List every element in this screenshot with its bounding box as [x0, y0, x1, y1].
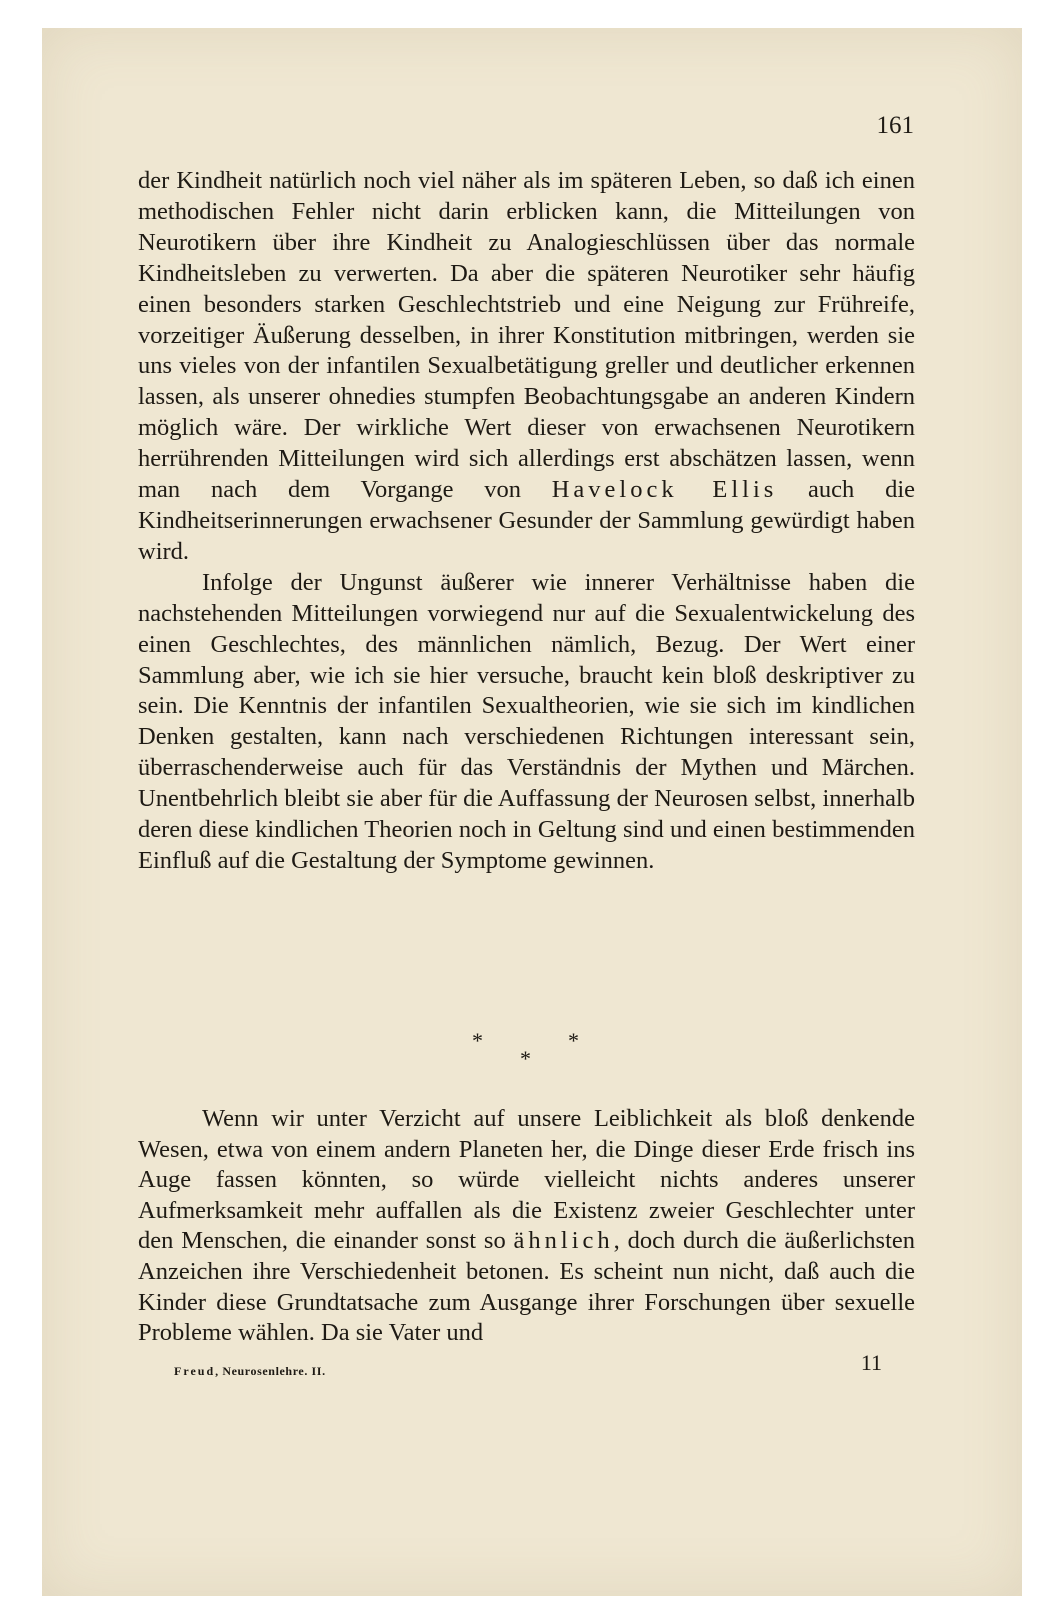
asterisk-bottom: *: [520, 1046, 531, 1071]
book-page: [42, 28, 1022, 1596]
asterisk-right: *: [568, 1028, 579, 1053]
paragraph-1-part-1: der Kindheit natürlich noch viel näher als im späteren Leben, so daß ich einen methodischen Fehler nicht darin erblicken kann, die Mitteilungen von Neurotikern über ihre Kindheit zu Analogieschlüssen über das normale Kindheitsleben zu verwerten. Da aber die späteren Neurotiker sehr häufig einen besonders starken Geschlechtstrieb und eine Neigung zur Frühreife, vorzeitiger Äußerung desselben, in ihrer Konstitution mitbringen, werden sie uns vieles von der infantilen Sexualbetätigung greller und deutlicher erkennen lassen, als unserer ohnedies stumpfen Beobachtungsgabe an anderen Kindern möglich wäre. Der wirkliche Wert dieser von erwachsenen Neurotikern herrührenden Mitteilungen wird sich allerdings erst abschätzen lassen, wenn man nach dem Vorgange von: [138, 167, 915, 504]
footer-source: [174, 1364, 326, 1379]
paragraph-3-part-3: , doch durch die äußerlichsten Anzeichen ihre Verschiedenheit betonen. Es scheint nun nicht, daß auch die Kinder diese Grundtatsache zum Ausgange ihrer Forschungen über sexuelle Probleme wählen. Da sie Vater und: [138, 1227, 915, 1347]
paragraph-2-text: Infolge der Ungunst äußerer wie innerer Verhältnisse haben die nachstehenden Mitteilungen vorwiegend nur auf die Sexualentwickelung des einen Geschlechtes, des männlichen nämlich, Bezug. Der Wert einer Sammlung aber, wie ich sie hier versuche, braucht kein bloß deskriptiver zu sein. Die Kenntnis der infantilen Sexualtheorien, wie sie sich im kindlichen Denken gestalten, kann nach verschiedenen Richtungen interessant sein, überraschenderweise auch für das Verständnis der Mythen und Märchen. Unentbehrlich bleibt sie aber für die Auffassung der Neurosen selbst, innerhalb deren diese kindlichen Theorien noch in Geltung sind und einen bestimmenden Einfluß auf die Gestaltung der Symptome gewinnen.: [138, 568, 915, 874]
asterisk-left: *: [472, 1028, 483, 1053]
signature-mark: 11: [860, 1350, 882, 1375]
page-number: 161: [876, 112, 914, 139]
footer-author: Freud: [174, 1364, 216, 1378]
paragraph-3-part-1: Wenn wir unter Verzicht auf unsere Leiblichkeit als bloß denkende Wesen, etwa von einem andern Planeten her, die Dinge dieser Erde frisch ins Auge fassen könnten, so würde vielleicht nichts anderes unserer Aufmerksamkeit mehr auffallen als die Existenz zweier Geschlechter unter den Menschen, die einander sonst so: [138, 1105, 915, 1255]
emphasis-aehnlich: ähnlich: [513, 1227, 614, 1255]
body-text-bottom: [138, 1104, 915, 1349]
footer-title: , Neurosenlehre. II.: [215, 1364, 326, 1378]
body-text-top: [138, 166, 915, 877]
paragraph-1: [138, 166, 915, 568]
paragraph-2: [138, 568, 915, 877]
section-divider-asterisks: [472, 1028, 612, 1072]
paragraph-1-part-3: auch die Kindheitserinnerungen erwachsener Gesunder der Sammlung gewürdigt haben wird.: [138, 476, 915, 565]
paragraph-3: [138, 1104, 915, 1349]
author-name-havelock-ellis: Havelock Ellis: [551, 476, 778, 504]
